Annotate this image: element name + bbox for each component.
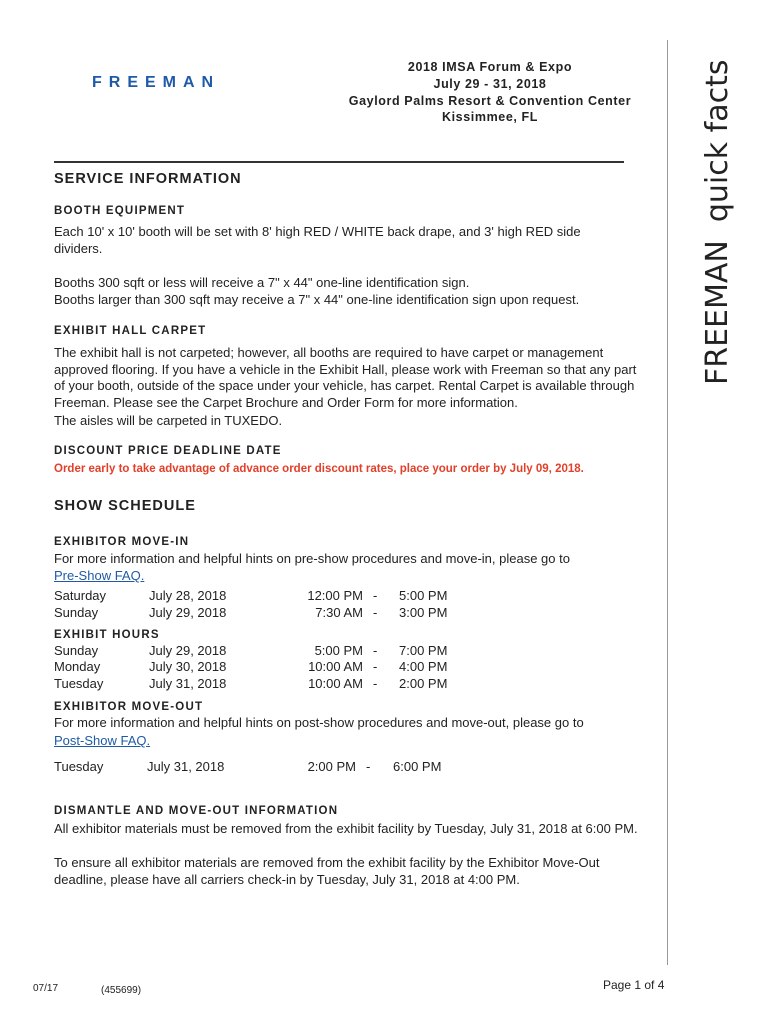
event-venue: Gaylord Palms Resort & Convention Center [348,94,632,108]
hours-day: Tuesday [54,676,104,691]
hours-start: 10:00 AM [308,676,363,691]
freeman-logo: FREEMAN [92,74,221,91]
hours-start: 10:00 AM [308,659,363,674]
hours-end: 2:00 PM [399,676,448,691]
post-show-faq-link[interactable]: Post-Show FAQ. [54,733,151,748]
hours-date: July 30, 2018 [149,659,227,674]
service-heading: SERVICE INFORMATION [54,171,242,187]
moveout-heading: EXHIBITOR MOVE-OUT [54,701,204,713]
page-number: Page 1 of 4 [603,978,665,992]
movein-end: 3:00 PM [399,605,448,620]
moveout-text: For more information and helpful hints on post-show procedures and move-out, please go to [54,715,584,730]
hours-date: July 31, 2018 [149,676,227,691]
booth-sign-small: Booths 300 sqft or less will receive a 7" x 44" one-line identification sign. [54,275,470,290]
moveout-dash: - [366,759,371,774]
movein-date: July 29, 2018 [149,605,227,620]
schedule-heading: SHOW SCHEDULE [54,498,196,514]
movein-day: Sunday [54,605,99,620]
moveout-start: 2:00 PM [307,759,356,774]
dismantle-checkin: To ensure all exhibitor materials are removed from the exhibit facility by the Exhibitor Move-Out deadline, please have all carriers check-in by Tuesday, July 31, 2018 at 4:00 PM. [54,855,600,887]
event-dates: July 29 - 31, 2018 [433,77,547,91]
hours-dash: - [373,659,378,674]
hours-day: Monday [54,659,101,674]
footer-date-code: 07/17 [33,983,59,994]
header-divider [54,161,624,163]
movein-text: For more information and helpful hints on pre-show procedures and move-in, please go to [54,551,570,566]
booth-sign-large: Booths larger than 300 sqft may receive a 7" x 44" one-line identification sign upon request. [54,292,580,307]
footer-doc-id: (455699) [101,985,142,996]
side-brand: FREEMAN [700,240,735,385]
discount-text: Order early to take advantage of advance order discount rates, place your order by July 09, 2018. [54,463,584,475]
movein-date: July 28, 2018 [149,588,227,603]
booth-text: Each 10' x 10' booth will be set with 8' high RED / WHITE back drape, and 3' high RED side dividers. [54,224,581,256]
movein-dash: - [373,605,378,620]
hours-dash: - [373,676,378,691]
moveout-day: Tuesday [54,759,104,774]
dismantle-heading: DISMANTLE AND MOVE-OUT INFORMATION [54,805,339,817]
carpet-aisles: The aisles will be carpeted in TUXEDO. [54,413,283,428]
moveout-end: 6:00 PM [393,759,442,774]
event-name: 2018 IMSA Forum & Expo [407,60,573,74]
movein-end: 5:00 PM [399,588,448,603]
hours-end: 7:00 PM [399,643,448,658]
movein-start: 7:30 AM [315,605,363,620]
moveout-date: July 31, 2018 [147,759,225,774]
booth-heading: BOOTH EQUIPMENT [54,205,186,217]
side-title: quick facts [700,59,735,223]
event-location: Kissimmee, FL [441,110,539,124]
hours-day: Sunday [54,643,99,658]
hours-heading: EXHIBIT HOURS [54,629,160,641]
dismantle-text: All exhibitor materials must be removed from the exhibit facility by Tuesday, July 31, 2018 at 6:00 PM. [54,821,638,836]
pre-show-faq-link[interactable]: Pre-Show FAQ. [54,568,145,583]
hours-start: 5:00 PM [314,643,363,658]
hours-date: July 29, 2018 [149,643,227,658]
movein-heading: EXHIBITOR MOVE-IN [54,536,190,548]
movein-start: 12:00 PM [307,588,363,603]
side-divider [667,40,668,965]
movein-day: Saturday [54,588,107,603]
side-banner [700,60,735,386]
hours-end: 4:00 PM [399,659,448,674]
discount-heading: DISCOUNT PRICE DEADLINE DATE [54,445,282,457]
hours-dash: - [373,643,378,658]
carpet-heading: EXHIBIT HALL CARPET [54,325,207,337]
carpet-text: The exhibit hall is not carpeted; however, all booths are required to have carpet or management approved flooring. If you have a vehicle in the Exhibit Hall, please work with Freeman so that any part of your booth, outside of the space under your vehicle, has carpet. Rental Carpet is available through Freeman. Please see the Carpet Brochure and Order Form for more information. [54,345,637,410]
movein-dash: - [373,588,378,603]
